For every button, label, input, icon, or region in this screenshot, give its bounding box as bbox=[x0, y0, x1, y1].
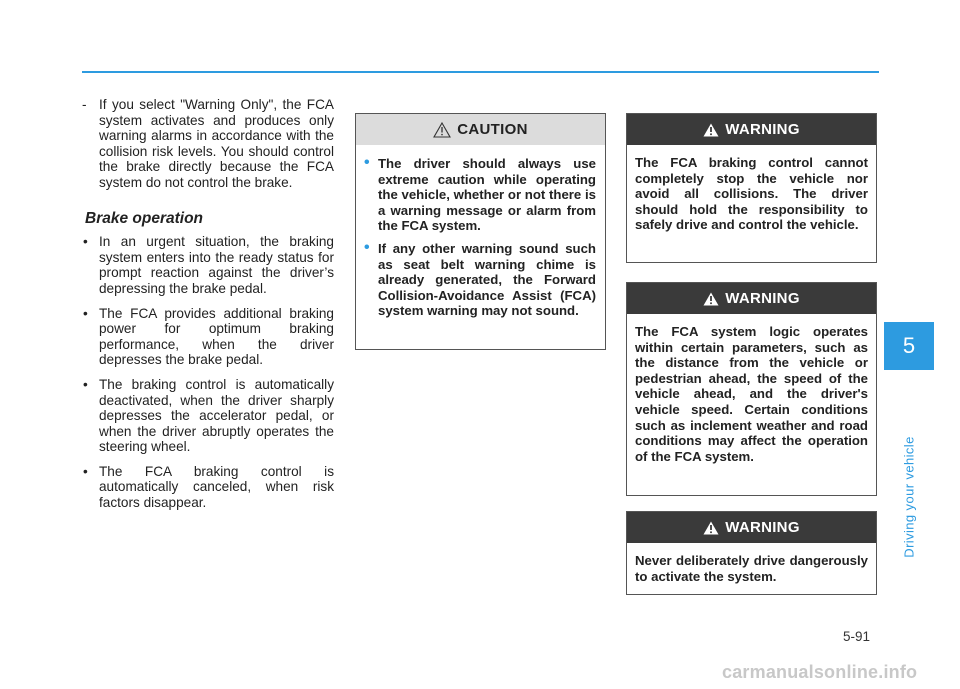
list-item bbox=[82, 377, 334, 455]
warning-triangle-icon bbox=[703, 292, 719, 306]
list-item-text: In an urgent situation, the braking system enters into the ready status for prompt reaction against the driver’s depressing the brake pedal. bbox=[99, 234, 334, 296]
warning-text: Never deliberately drive dangerously to activate the system. bbox=[635, 553, 868, 584]
list-item bbox=[364, 238, 596, 319]
bullet-marker: • bbox=[83, 305, 88, 321]
bullet-marker: • bbox=[83, 234, 88, 250]
list-item bbox=[82, 234, 334, 296]
caution-text: The driver should always use extreme caution while operating the vehicle, whether or not there is a warning message or alarm from the FCA system. bbox=[378, 156, 596, 234]
warning-title: WARNING bbox=[725, 519, 800, 536]
main-text-column bbox=[82, 97, 334, 520]
caution-body bbox=[356, 145, 605, 334]
warning-text: The FCA braking control cannot completely stop the vehicle nor avoid all collisions. The driver should hold the responsibility to safely drive and control the vehicle. bbox=[635, 155, 868, 233]
warning-header bbox=[627, 114, 876, 145]
bullet-marker: • bbox=[83, 463, 88, 479]
bullet-marker: • bbox=[83, 376, 88, 392]
list-item-text: The FCA braking control is automatically canceled, when risk factors disappear. bbox=[99, 463, 334, 511]
bullet-marker: • bbox=[364, 238, 370, 256]
brake-operation-heading: Brake operation bbox=[85, 209, 204, 227]
watermark: carmanualsonline.info bbox=[722, 662, 918, 682]
intro-text: If you select "Warning Only", the FCA system activates and produces only warning alarms in accordance with the collision risk levels. You should control the brake directly because the FCA system do not control the brake. bbox=[99, 97, 334, 190]
warning-text: The FCA system logic operates within certain parameters, such as the distance from the vehicle or pedestrian ahead, the speed of the vehicle ahead, and the driver's vehicle speed. Certain conditions such as inclement weather and road conditions may affect the operation of the FCA system. bbox=[635, 324, 868, 464]
warning-box bbox=[626, 113, 877, 263]
list-item-text: The FCA provides additional braking power for optimum braking performance, when the driver depresses the brake pedal. bbox=[99, 305, 334, 368]
bullet-marker: • bbox=[364, 154, 370, 171]
list-item bbox=[82, 464, 334, 511]
chapter-number-tab: 5 bbox=[884, 322, 934, 370]
warning-title: WARNING bbox=[725, 121, 800, 138]
warning-header bbox=[627, 283, 876, 314]
chapter-title: Driving your vehicle bbox=[901, 436, 917, 558]
intro-paragraph bbox=[82, 97, 334, 191]
warning-box bbox=[626, 282, 877, 496]
dash-marker: - bbox=[82, 97, 87, 112]
caution-triangle-icon bbox=[433, 122, 451, 138]
warning-box bbox=[626, 511, 877, 595]
list-item-text: The braking control is automatically deactivated, when the driver sharply depresses the accelerator pedal, or when the driver abruptly operates the steering wheel. bbox=[99, 376, 334, 455]
list-item bbox=[82, 306, 334, 368]
caution-title: CAUTION bbox=[457, 121, 528, 138]
top-rule bbox=[82, 71, 879, 73]
caution-header bbox=[356, 114, 605, 145]
warning-triangle-icon bbox=[703, 521, 719, 535]
page-number: 5-91 bbox=[843, 629, 871, 644]
caution-box bbox=[355, 113, 606, 350]
list-item bbox=[364, 156, 596, 234]
warning-triangle-icon bbox=[703, 123, 719, 137]
warning-header bbox=[627, 512, 876, 543]
caution-text: If any other warning sound such as seat belt warning chime is already generated, the Forward Collision-Avoidance Assist (FCA) system warning may not sound. bbox=[378, 240, 596, 319]
warning-title: WARNING bbox=[725, 290, 800, 307]
